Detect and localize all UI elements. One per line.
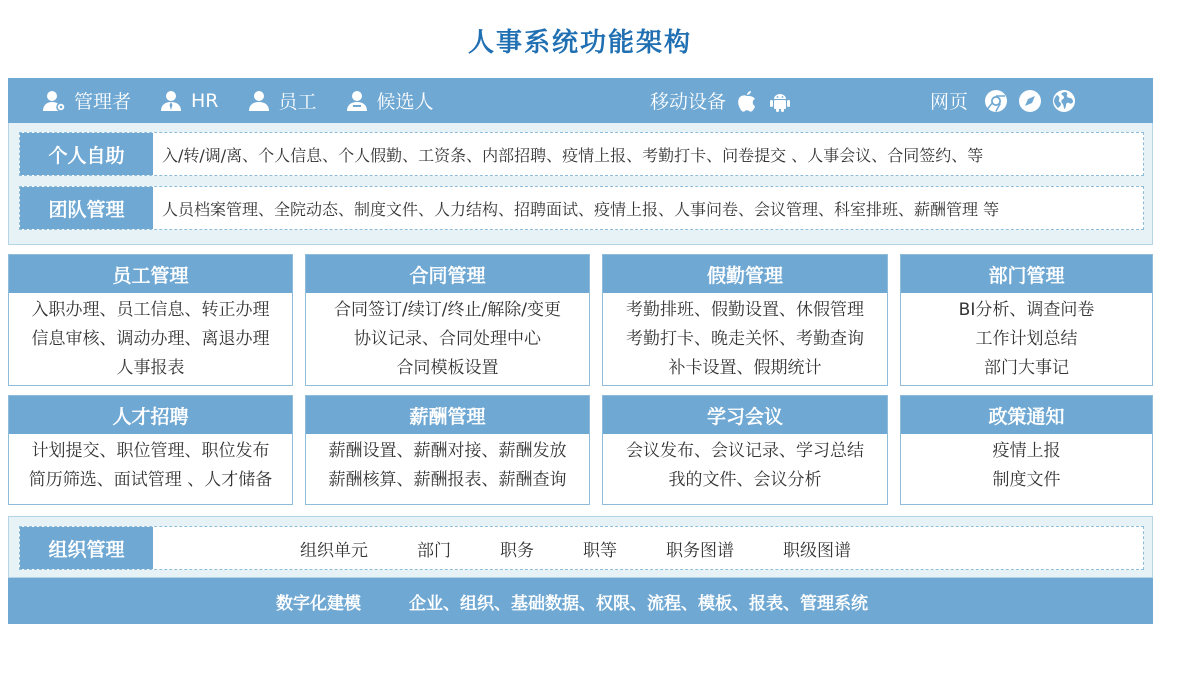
module-card: [8, 254, 293, 386]
digital-content: 企业、组织、基础数据、权限、流程、模板、报表、管理系统: [409, 593, 868, 614]
digital-label: 数字化建模: [276, 593, 361, 614]
module-card: [602, 395, 888, 505]
self-service-content: 入/转/调/离、个人信息、个人假勤、工资条、内部招聘、疫情上报、考勤打卡、问卷提交 、人事会议、合同签约、等: [162, 145, 984, 165]
module-line: 工作计划总结: [975, 329, 1078, 349]
team-management-label: 团队管理: [20, 187, 153, 229]
org-row: [19, 526, 1144, 570]
org-item: 组织单元: [300, 540, 368, 561]
employee-icon: [247, 89, 271, 113]
hr-icon: [159, 89, 183, 113]
module-line: 我的文件、会议分析: [668, 470, 822, 490]
module-title: 假勤管理: [603, 255, 887, 293]
module-title: 合同管理: [306, 255, 589, 293]
org-item: 职务: [500, 540, 534, 561]
module-line: 协议记录、合同处理中心: [354, 329, 541, 349]
module-card: [305, 254, 590, 386]
role-candidate: [345, 87, 434, 114]
digital-modeling-bar: [8, 578, 1153, 624]
apple-icon: [736, 89, 758, 113]
org-item: 职务图谱: [666, 540, 734, 561]
module-line: 疫情上报: [992, 441, 1061, 461]
module-line: 补卡设置、假期统计: [668, 358, 822, 378]
module-title: 政策通知: [901, 396, 1152, 434]
role-label: HR: [191, 89, 219, 112]
self-service-row: [19, 132, 1144, 176]
org-item: 职等: [583, 540, 617, 561]
mobile-group: [650, 78, 792, 123]
module-line: 合同模板设置: [396, 358, 499, 378]
module-title: 部门管理: [901, 255, 1152, 293]
module-line: 薪酬核算、薪酬报表、薪酬查询: [328, 470, 567, 490]
org-panel: [8, 516, 1153, 578]
globe-icon: [1052, 89, 1076, 113]
page-title: 人事系统功能架构: [467, 28, 692, 58]
module-line: 计划提交、职位管理、职位发布: [31, 441, 270, 461]
module-line: BI分析、调查问卷: [958, 300, 1095, 320]
module-line: 考勤打卡、晚走关怀、考勤查询: [626, 329, 864, 349]
module-title: 员工管理: [9, 255, 292, 293]
module-line: 薪酬设置、薪酬对接、薪酬发放: [328, 441, 567, 461]
module-title: 薪酬管理: [306, 396, 589, 434]
role-label: 员工: [278, 91, 317, 113]
role-manager: [42, 87, 131, 114]
role-hr: [159, 89, 219, 113]
role-employee: [247, 87, 317, 114]
module-card: [602, 254, 888, 386]
mobile-label: 移动设备: [650, 91, 727, 113]
manager-icon: [42, 89, 66, 113]
team-management-content: 人员档案管理、全院动态、制度文件、人力结构、招聘面试、疫情上报、人事问卷、会议管理、科室排班、薪酬管理 等: [162, 199, 1000, 219]
candidate-icon: [345, 89, 369, 113]
module-card: [8, 395, 293, 505]
user-bar: [8, 78, 1153, 123]
self-service-panel: [8, 123, 1153, 245]
module-line: 会议发布、会议记录、学习总结: [626, 441, 864, 461]
safari-icon: [1018, 89, 1042, 113]
role-group: [42, 78, 462, 123]
module-card: [305, 395, 590, 505]
module-card: [900, 395, 1153, 505]
module-title: 人才招聘: [9, 396, 292, 434]
org-item: 职级图谱: [783, 540, 851, 561]
module-line: 人事报表: [116, 358, 185, 378]
org-label: 组织管理: [20, 527, 153, 569]
org-item: 部门: [417, 540, 451, 561]
module-line: 考勤排班、假勤设置、休假管理: [626, 300, 864, 320]
module-line: 信息审核、调动办理、离退办理: [31, 329, 270, 349]
module-line: 简历筛选、面试管理 、人才储备: [28, 470, 273, 490]
module-line: 部门大事记: [984, 358, 1069, 378]
module-card: [900, 254, 1153, 386]
team-management-row: [19, 186, 1144, 230]
role-label: 候选人: [376, 91, 434, 113]
chrome-icon: [984, 89, 1008, 113]
role-label: 管理者: [74, 91, 132, 113]
module-line: 入职办理、员工信息、转正办理: [31, 300, 270, 320]
module-line: 合同签订/续订/终止/解除/变更: [334, 300, 561, 320]
org-items: [162, 527, 900, 569]
module-line: 制度文件: [992, 470, 1061, 490]
android-icon: [768, 89, 792, 113]
module-title: 学习会议: [603, 396, 887, 434]
web-label: 网页: [930, 91, 969, 113]
web-group: [930, 78, 1076, 123]
self-service-label: 个人自助: [20, 133, 153, 175]
